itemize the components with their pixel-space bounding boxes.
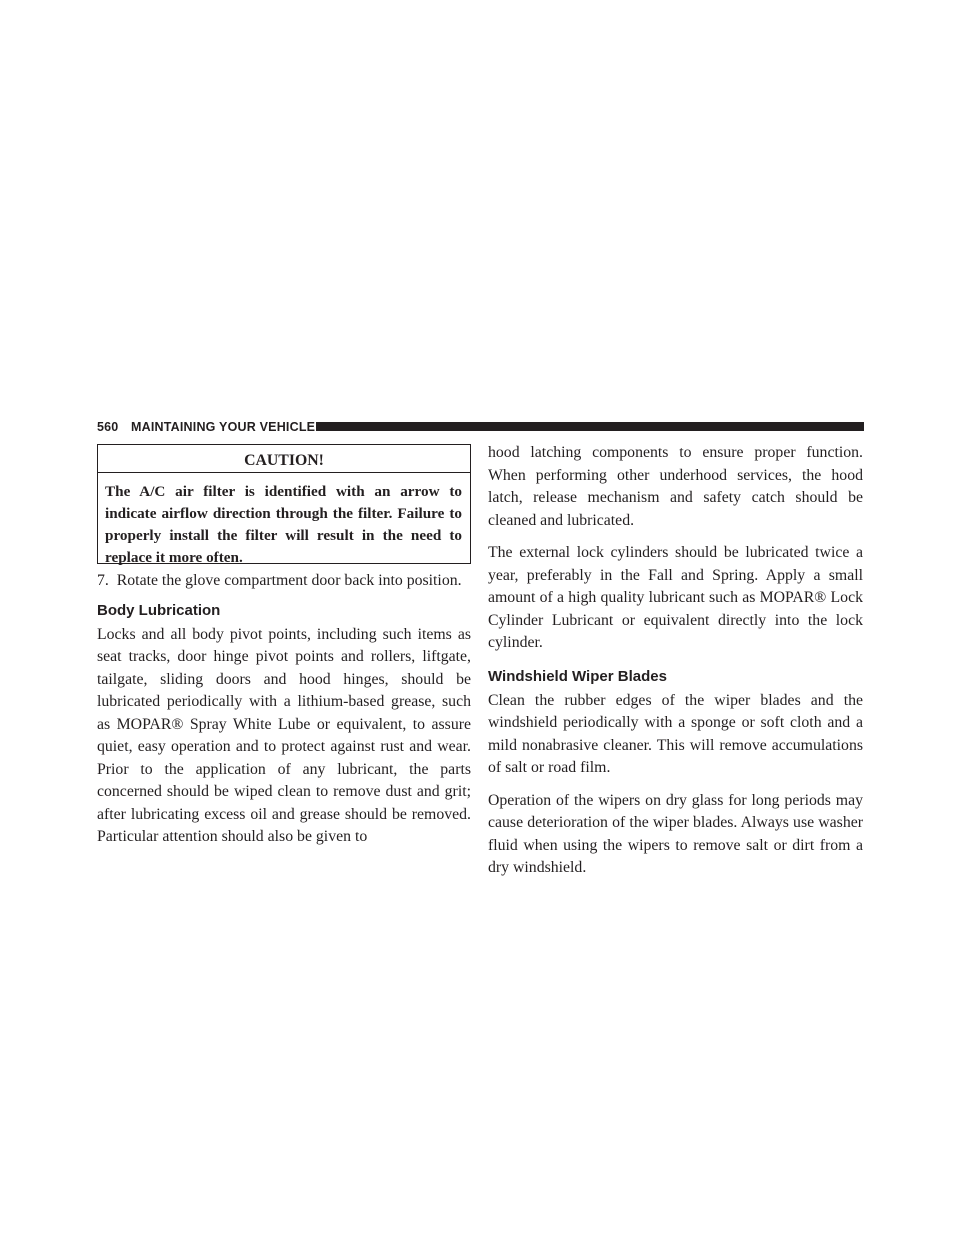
header-rule-bar	[316, 422, 864, 431]
right-column	[488, 442, 863, 880]
caution-divider	[98, 472, 470, 473]
section-title: MAINTAINING YOUR VEHICLE	[131, 420, 316, 434]
step-7: 7. Rotate the glove compartment door back into position.	[97, 572, 462, 589]
page-header	[97, 419, 864, 435]
wiper-blades-paragraph-1: Clean the rubber edges of the wiper blades and the windshield periodically with a sponge or soft cloth and a mild nonabrasive cleaner. This will remove accumulations of salt or road film.	[488, 691, 863, 776]
hood-latch-paragraph: hood latching components to ensure proper function. When performing other underhood services, the hood latch, release mechanism and safety catch should be cleaned and lubricated.	[488, 444, 863, 529]
caution-title: CAUTION!	[244, 452, 324, 469]
caution-box	[97, 444, 471, 564]
lock-cylinders-paragraph: The external lock cylinders should be lubricated twice a year, preferably in the Fall and Spring. Apply a small amount of a high quality lubricant such as MOPAR® Lock Cylinder Lubricant or equivalent directly into the lock cylinder.	[488, 544, 863, 651]
wiper-blades-paragraph-2: Operation of the wipers on dry glass for long periods may cause deterioration of the wiper blades. Always use washer fluid when using the wipers to remove salt or dirt from a dry windshield.	[488, 791, 863, 876]
heading-body-lubrication: Body Lubrication	[97, 601, 221, 619]
caution-text: The A/C air filter is identified with an arrow to indicate airflow direction through the filter. Failure to properly install the filter will result in the need to replace it more often.	[105, 483, 462, 566]
heading-windshield-wiper-blades: Windshield Wiper Blades	[488, 667, 667, 685]
body-lubrication-paragraph: Locks and all body pivot points, including such items as seat tracks, door hinge pivot points and rollers, liftgate, tailgate, sliding doors and hood hinges, should be lubricated periodically with a lithium-based grease, such as MOPAR® Spray White Lube or equivalent, to assure quiet, easy operation and to protect against rust and wear. Prior to the application of any lubricant, the parts concerned should be wiped clean to remove dust and grit; after lubricating excess oil and grease should be removed. Particular attention should also be given to	[97, 625, 471, 845]
page-number: 560	[97, 420, 119, 434]
left-column	[97, 444, 471, 849]
